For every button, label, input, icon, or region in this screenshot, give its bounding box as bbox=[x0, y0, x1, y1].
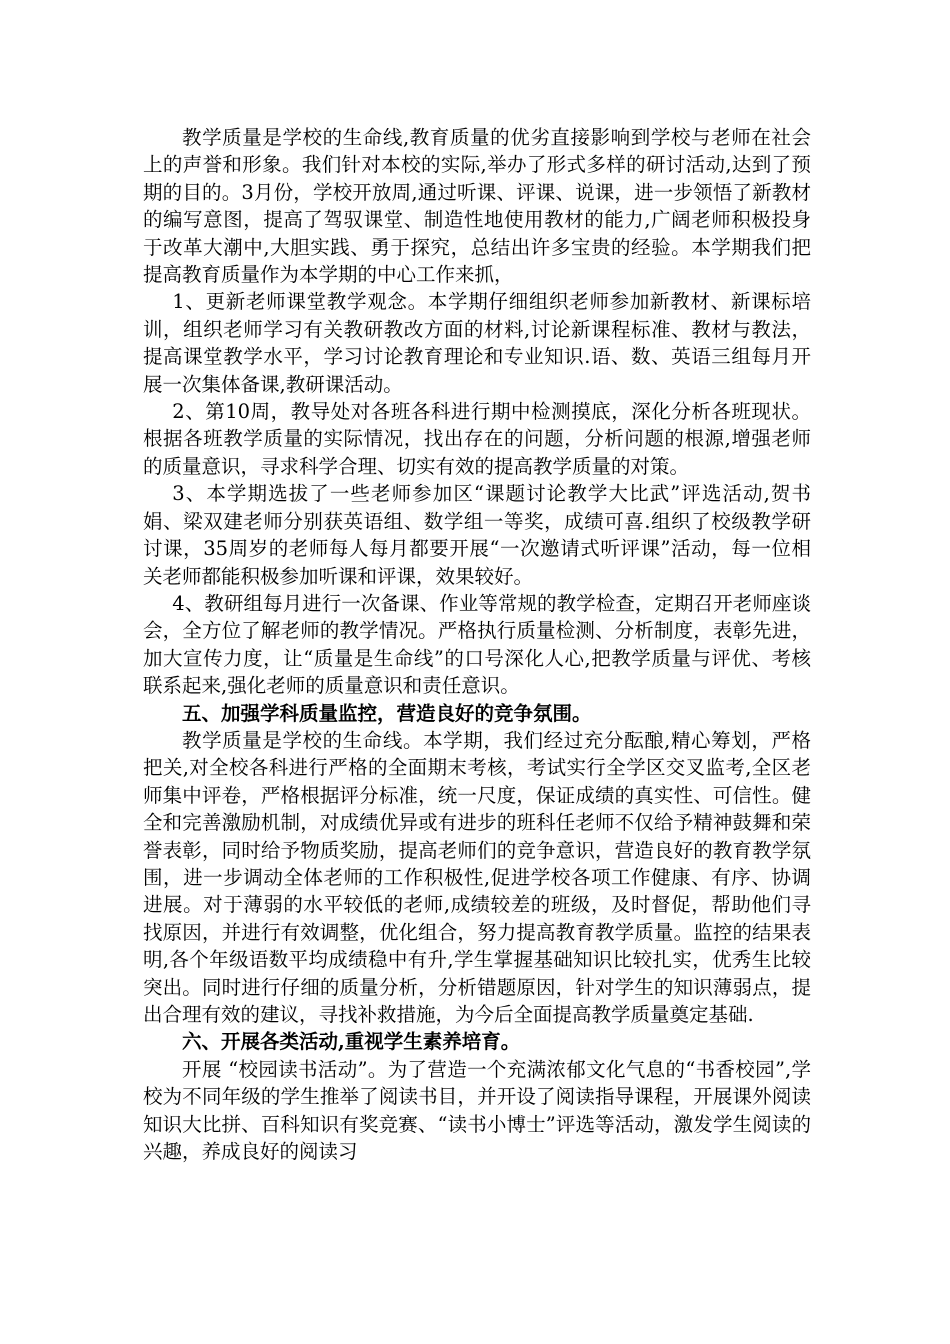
document-body bbox=[143, 124, 811, 1165]
paragraph-item-2: 2、第10周，教导处对各班各科进行期中检测摸底，深化分析各班现状。根据各班教学质量的实际情况，找出存在的问题，分析问题的根源,增强老师的质量意识，寻求科学合理、切实有效的提高教学质量的对策。 bbox=[143, 400, 811, 478]
paragraph-section-6: 开展 “校园读书活动”。为了营造一个充满浓郁文化气息的“书香校园”,学校为不同年级的学生推举了阅读书目，并开设了阅读指导课程，开展课外阅读知识大比拼、百科知识有奖竞赛、“读书小博士”评选等活动，激发学生阅读的兴趣，养成良好的阅读习 bbox=[143, 1057, 811, 1164]
section-heading-5: 五、加强学科质量监控，营造良好的竞争氛围。 bbox=[182, 701, 592, 725]
paragraph-item-3: 3、本学期选拔了一些老师参加区“课题讨论教学大比武”评选活动,贺书娟、梁双建老师分别获英语组、数学组一等奖，成绩可喜.组织了校级教学研讨课，35周岁的老师每人每月都要开展“一次邀请式听评课”活动，每一位相关老师都能积极参加听课和评课，效果较好。 bbox=[143, 482, 811, 588]
paragraph-teaching-quality: 教学质量是学校的生命线,教育质量的优劣直接影响到学校与老师在社会上的声誉和形象。我们针对本校的实际,举办了形式多样的研讨活动,达到了预期的目的。3月份，学校开放周,通过听课、评课、说课，进一步领悟了新教材的编写意图，提高了驾驭课堂、制造性地使用教材的能力,广阔老师积极投身于改革大潮中,大胆实践、勇于探究，总结出许多宝贵的经验。本学期我们把提高教育质量作为本学期的中心工作来抓， bbox=[143, 126, 811, 287]
paragraph-section-5: 教学质量是学校的生命线。本学期，我们经过充分酝酿,精心筹划，严格把关,对全校各科进行严格的全面期末考核，考试实行全学区交叉监考,全区老师集中评卷，严格根据评分标准，统一尺度，保证成绩的真实性、可信性。健全和完善激励机制，对成绩优异或有进步的班科任老师不仅给予精神鼓舞和荣誉表彰，同时给予物质奖励，提高老师们的竞争意识，营造良好的教育教学氛围，进一步调动全体老师的工作积极性,促进学校各项工作健康、有序、协调进展。对于薄弱的水平较低的老师,成绩较差的班级，及时督促，帮助他们寻找原因，并进行有效调整，优化组合，努力提高教育教学质量。监控的结果表明,各个年级语数平均成绩稳中有升,学生掌握基础知识比较扎实，优秀生比较突出。同时进行仔细的质量分析，分析错题原因，针对学生的知识薄弱点，提出合理有效的建议，寻找补救措施，为今后全面提高教学质量奠定基础. bbox=[143, 728, 811, 1026]
paragraph-item-1: 1、更新老师课堂教学观念。本学期仔细组织老师参加新教材、新课标培训，组织老师学习有关教研教改方面的材料,讨论新课程标准、教材与教法，提高课堂教学水平，学习讨论教育理论和专业知识.语、数、英语三组每月开展一次集体备课,教研课活动。 bbox=[143, 290, 811, 396]
paragraph-item-4: 4、教研组每月进行一次备课、作业等常规的教学检查，定期召开老师座谈会，全方位了解老师的教学情况。严格执行质量检测、分析制度，表彰先进，加大宣传力度，让“质量是生命线”的口号深化人心,把教学质量与评优、考核联系起来,强化老师的质量意识和责任意识。 bbox=[143, 591, 811, 698]
section-heading-6: 六、开展各类活动,重视学生素养培育。 bbox=[182, 1030, 521, 1054]
